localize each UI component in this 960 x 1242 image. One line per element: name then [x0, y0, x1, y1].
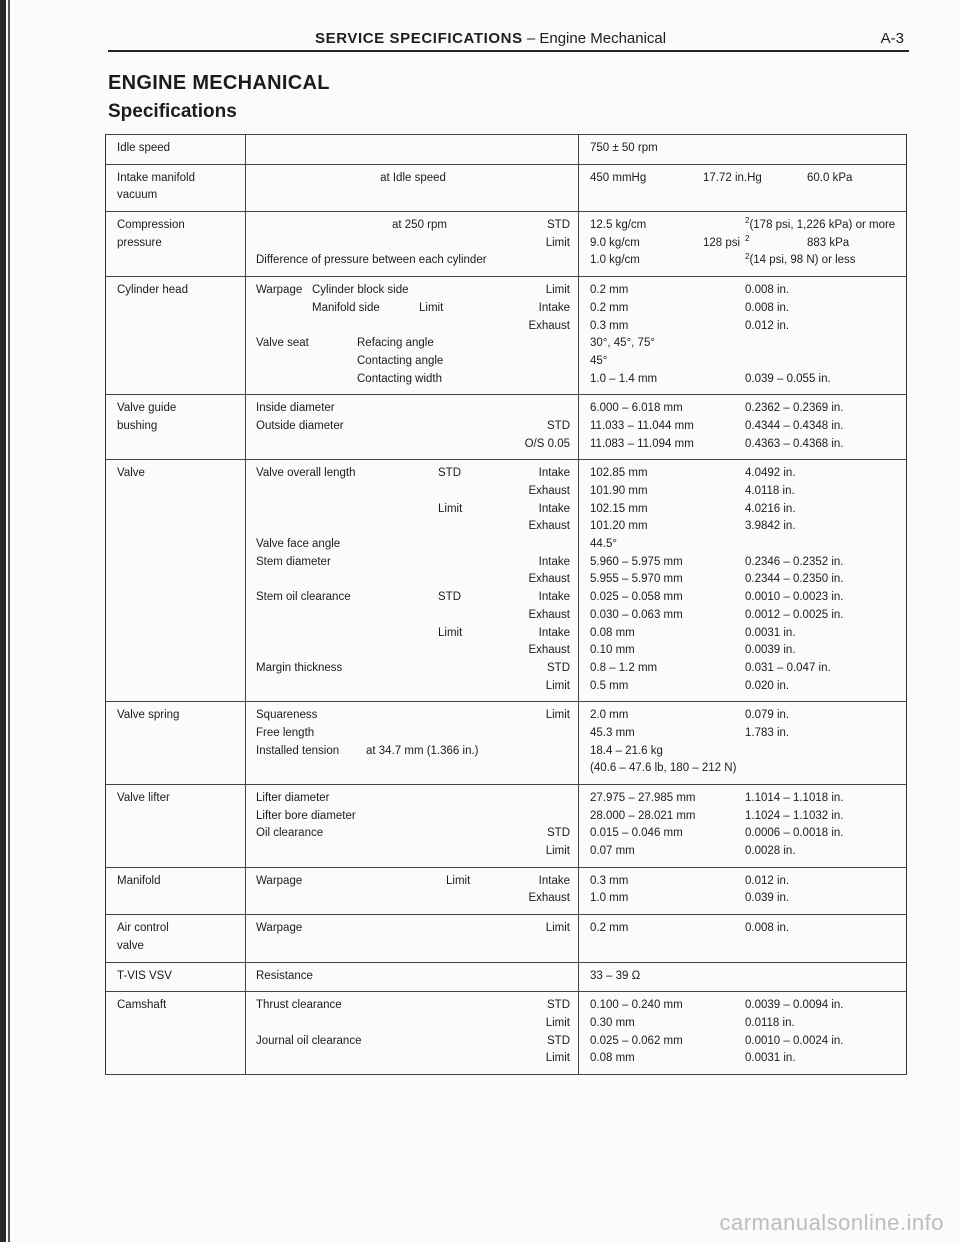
item-label: Camshaft: [117, 999, 167, 1012]
cond-free-length: Free length: [256, 726, 315, 739]
cond-contacting-angle: Contacting angle: [357, 354, 444, 367]
condition-cell: [246, 135, 579, 165]
condition-cell: [246, 164, 579, 211]
cond-inside-diameter: Inside diameter: [256, 402, 335, 415]
item-label-2: bushing: [117, 419, 158, 432]
value-mm: 0.30 mm: [590, 1016, 635, 1029]
cond-resistance: Resistance: [256, 969, 313, 982]
condition-cell: [246, 395, 579, 460]
value-in: 0.0012 – 0.0025 in.: [745, 608, 844, 621]
condition-cell: [246, 460, 579, 702]
value: 750 ± 50 rpm: [590, 142, 658, 154]
cond-outside-diameter: Outside diameter: [256, 419, 344, 432]
value-mm: 11.033 – 11.044 mm: [590, 419, 694, 432]
cond-lifter-diameter: Lifter diameter: [256, 792, 330, 804]
value-kpa: 60.0 kPa: [807, 171, 853, 184]
value-mm: 0.5 mm: [590, 679, 629, 692]
value-mm: 0.2 mm: [590, 922, 629, 935]
row-camshaft: [106, 992, 907, 1075]
cond-intake: Intake: [538, 301, 570, 314]
row-manifold: [106, 867, 907, 914]
header-title-bold: SERVICE SPECIFICATIONS: [315, 30, 523, 47]
row-valve-lifter: [106, 785, 907, 868]
value-in: 0.2362 – 0.2369 in.: [745, 402, 844, 415]
value-cell: [579, 702, 907, 785]
value-in: 0.008 in.: [745, 301, 790, 314]
cond-manifold-side: Manifold side: [312, 301, 380, 314]
cond-limit: Limit: [545, 679, 570, 692]
value-mmhg: 450 mmHg: [590, 171, 647, 184]
condition-cell: [246, 962, 579, 992]
value-in: 0.012 in.: [745, 319, 790, 332]
cond-intake: Intake: [538, 591, 570, 604]
value-mm: 101.90 mm: [590, 485, 648, 497]
value-in: 0.079 in.: [745, 709, 790, 722]
value-mm: 0.8 – 1.2 mm: [590, 661, 658, 674]
condition-std: STD: [547, 219, 570, 232]
item-label-2: vacuum: [117, 189, 158, 202]
value-limit-kpa: 883 kPa: [807, 236, 850, 249]
cond-std: STD: [438, 591, 461, 604]
value-in: 0.0039 in.: [745, 644, 796, 657]
cond-oil-clearance: Oil clearance: [256, 827, 324, 840]
section-title: ENGINE MECHANICAL: [108, 72, 330, 94]
value-in: 0.4363 – 0.4368 in.: [745, 437, 844, 450]
item-label: Compression: [117, 219, 185, 232]
value-mm: 0.10 mm: [590, 644, 635, 657]
cond-intake: Intake: [538, 467, 570, 480]
cond-intake: Intake: [538, 874, 570, 887]
value-std-kg: 12.5 kg/cm: [590, 219, 647, 232]
header-title-rest: – Engine Mechanical: [522, 30, 667, 47]
cond-bore-diameter: Lifter bore diameter: [256, 809, 356, 822]
value-diff-rest: (14 psi, 98 N) or less: [749, 254, 856, 267]
cond-limit: Limit: [438, 626, 463, 639]
item-cell: [106, 962, 246, 992]
cond-limit: Limit: [545, 1016, 570, 1029]
item-label: Cylinder head: [117, 284, 188, 297]
row-idle-speed: [106, 135, 907, 165]
value-in: 1.783 in.: [745, 726, 790, 739]
value-mm: 2.0 mm: [590, 709, 629, 722]
cond-limit: Limit: [545, 922, 570, 935]
value-in: 4.0118 in.: [745, 485, 795, 497]
cond-intake: Intake: [538, 502, 570, 515]
row-valve: [106, 460, 907, 702]
cond-installed-length: at 34.7 mm (1.366 in.): [366, 744, 479, 757]
cond-squareness: Squareness: [256, 709, 318, 722]
condition: at Idle speed: [380, 171, 446, 184]
value-limit-psi: 128 psi: [703, 236, 741, 249]
item-label: T-VIS VSV: [117, 969, 172, 982]
value-mm: 5.960 – 5.975 mm: [590, 555, 683, 568]
item-label: Air control: [117, 922, 169, 935]
value-mm: 0.025 – 0.062 mm: [590, 1034, 683, 1047]
item-cell: [106, 992, 246, 1075]
cond-exhaust: Exhaust: [528, 573, 570, 586]
item-cell: [106, 460, 246, 702]
item-cell: [106, 164, 246, 211]
cond-intake: Intake: [538, 626, 570, 639]
row-compression-pressure: [106, 212, 907, 277]
cond-journal-oil-clearance: Journal oil clearance: [256, 1034, 362, 1047]
condition-cell: [246, 212, 579, 277]
condition-cell: [246, 277, 579, 395]
value-in: 1.1024 – 1.1032 in.: [745, 809, 844, 822]
item-cell: [106, 212, 246, 277]
item-label: Valve lifter: [117, 792, 170, 804]
cond-face-angle: Valve face angle: [256, 538, 341, 551]
item-label-2: pressure: [117, 236, 162, 249]
cond-std: STD: [438, 467, 461, 480]
value-in: 0.008 in.: [745, 284, 790, 297]
condition-cell: [246, 785, 579, 868]
cond-intake: Intake: [538, 555, 570, 568]
cond-oversize: O/S 0.05: [524, 437, 570, 450]
value-mm: 102.85 mm: [590, 467, 648, 480]
value-cell: [579, 395, 907, 460]
cond-std: STD: [547, 999, 570, 1012]
value-in: 0.031 – 0.047 in.: [745, 661, 831, 674]
value-in: 0.0010 – 0.0024 in.: [745, 1034, 844, 1047]
cond-std: STD: [547, 827, 570, 840]
condition-rpm: at 250 rpm: [392, 219, 447, 232]
cond-block-side: Cylinder block side: [312, 284, 409, 297]
item-label: Intake manifold: [117, 171, 195, 184]
row-valve-spring: [106, 702, 907, 785]
value-refacing-angles: 30°, 45°, 75°: [590, 337, 655, 350]
value-mm: 0.015 – 0.046 mm: [590, 827, 683, 840]
value-in: 1.1014 – 1.1018 in.: [745, 792, 844, 804]
value-diff-kg: 1.0 kg/cm: [590, 254, 640, 267]
item-label: Manifold: [117, 874, 161, 887]
item-cell: [106, 277, 246, 395]
value-cell: [579, 915, 907, 962]
item-label: Valve guide: [117, 402, 177, 415]
value-in: 0.008 in.: [745, 922, 790, 935]
value-limit-kg: 9.0 kg/cm: [590, 236, 640, 249]
cond-exhaust: Exhaust: [528, 520, 570, 533]
value-contacting-angle: 45°: [590, 354, 608, 367]
value-mm: 0.3 mm: [590, 874, 629, 887]
value-cell: [579, 164, 907, 211]
cond-limit: Limit: [419, 301, 444, 314]
value-in: 0.039 in.: [745, 892, 790, 905]
page-number: A-3: [880, 30, 904, 47]
value-mm: 0.3 mm: [590, 319, 629, 332]
value-mm: 11.083 – 11.094 mm: [590, 437, 694, 450]
binding-edge-line: [8, 0, 10, 1242]
row-valve-guide-bushing: [106, 395, 907, 460]
value-mm: 0.030 – 0.063 mm: [590, 608, 683, 621]
item-label: Valve: [117, 467, 145, 480]
cond-std: STD: [547, 661, 570, 674]
row-intake-manifold-vacuum: [106, 164, 907, 211]
value-in: 4.0492 in.: [745, 467, 796, 480]
value-in: 0.0010 – 0.0023 in.: [745, 591, 844, 604]
value-ohm: 33 – 39 Ω: [590, 969, 641, 982]
value-in: 4.0216 in.: [745, 502, 796, 515]
value-mm: 0.2 mm: [590, 301, 629, 314]
value-in: 0.0028 in.: [745, 845, 796, 858]
cond-exhaust: Exhaust: [528, 608, 570, 621]
specifications-table: [105, 134, 907, 1075]
value-mm: 27.975 – 27.985 mm: [590, 792, 696, 804]
item-cell: [106, 702, 246, 785]
value-mm: 101.20 mm: [590, 520, 648, 533]
value-in: 3.9842 in.: [745, 520, 796, 533]
cond-contacting-width: Contacting width: [357, 372, 443, 385]
item-label: Valve spring: [117, 709, 180, 722]
header-rule: [108, 50, 909, 52]
value-mm: 0.07 mm: [590, 845, 635, 858]
value-mm: 28.000 – 28.021 mm: [590, 809, 696, 822]
cond-limit: Limit: [438, 502, 463, 515]
value-face-angle: 44.5°: [590, 538, 617, 551]
value-std-rest: (178 psi, 1,226 kPa) or more: [749, 219, 896, 232]
item-cell: [106, 135, 246, 165]
value-tension-lb-n: (40.6 – 47.6 lb, 180 – 212 N): [590, 762, 737, 775]
cond-thrust-clearance: Thrust clearance: [256, 999, 342, 1012]
value-cell: 12.5 kg/cm 2(178 psi, 1,226 kPa) or more 9.0 kg/cm 2 128 psi 883 kPa 1.0 kg/cm 2(14 psi, 98 N) or less: [579, 212, 907, 277]
row-cylinder-head: [106, 277, 907, 395]
condition-limit: Limit: [545, 236, 570, 249]
cond-std: STD: [547, 1034, 570, 1047]
value-mm: 0.08 mm: [590, 1052, 635, 1065]
item-cell: [106, 395, 246, 460]
value-cell: [579, 135, 907, 165]
value-cell: [579, 992, 907, 1075]
value-cell: [579, 785, 907, 868]
cond-limit: Limit: [446, 874, 471, 887]
value-in: 0.0006 – 0.0018 in.: [745, 827, 844, 840]
value-in: 0.4344 – 0.4348 in.: [745, 419, 844, 432]
value-mm: 102.15 mm: [590, 502, 648, 515]
item-label-2: valve: [117, 939, 144, 952]
cond-exhaust: Exhaust: [528, 644, 570, 657]
value-inhg: 17.72 in.Hg: [703, 171, 762, 184]
value-cell: [579, 460, 907, 702]
cond-warpage: Warpage: [256, 874, 303, 887]
condition-cell: [246, 915, 579, 962]
cond-limit: Limit: [545, 845, 570, 858]
row-tvis-vsv: [106, 962, 907, 992]
value-mm: 1.0 – 1.4 mm: [590, 372, 658, 385]
value-in: 0.0118 in.: [745, 1016, 795, 1029]
cond-exhaust: Exhaust: [528, 319, 570, 332]
condition-cell: [246, 702, 579, 785]
value-in: 0.0031 in.: [745, 1052, 796, 1065]
cond-overall-length: Valve overall length: [256, 467, 356, 480]
value-mm: 6.000 – 6.018 mm: [590, 402, 683, 415]
value-in: 0.0031 in.: [745, 626, 796, 639]
value-mm: 5.955 – 5.970 mm: [590, 573, 683, 586]
cond-valve-seat: Valve seat: [256, 337, 309, 350]
value-mm: 0.2 mm: [590, 284, 629, 297]
binding-edge: [0, 0, 6, 1242]
value-mm: 0.08 mm: [590, 626, 635, 639]
item-cell: [106, 915, 246, 962]
condition-cell: [246, 867, 579, 914]
value-in: 0.012 in.: [745, 874, 790, 887]
value-cell: [579, 962, 907, 992]
cond-stem-oil-clearance: Stem oil clearance: [256, 591, 351, 604]
page-header: [110, 30, 908, 52]
value-mm: 45.3 mm: [590, 726, 635, 739]
cond-warpage: Warpage: [256, 284, 303, 297]
value-mm: 1.0 mm: [590, 892, 629, 905]
cond-limit: Limit: [545, 1052, 570, 1065]
value-in: 0.2344 – 0.2350 in.: [745, 573, 844, 586]
watermark: carmanualsonline.info: [719, 1210, 944, 1235]
cond-limit: Limit: [545, 709, 570, 722]
cond-margin-thickness: Margin thickness: [256, 661, 343, 674]
value-tension-kg: 18.4 – 21.6 kg: [590, 744, 663, 757]
value-mm: 0.100 – 0.240 mm: [590, 999, 683, 1012]
cond-refacing-angle: Refacing angle: [357, 337, 434, 350]
row-air-control-valve: [106, 915, 907, 962]
value-in: 0.0039 – 0.0094 in.: [745, 999, 844, 1012]
cond-exhaust: Exhaust: [528, 892, 570, 905]
cond-installed-tension: Installed tension: [256, 744, 340, 757]
condition-cell: [246, 992, 579, 1075]
value-cell: [579, 277, 907, 395]
value-in: 0.039 – 0.055 in.: [745, 372, 831, 385]
header-title: [315, 30, 666, 47]
value-in: 0.2346 – 0.2352 in.: [745, 555, 844, 568]
cond-std: STD: [547, 419, 570, 432]
item-label: Idle speed: [117, 142, 171, 154]
value-mm: 0.025 – 0.058 mm: [590, 591, 683, 604]
cond-stem-diameter: Stem diameter: [256, 555, 331, 568]
cond-limit: Limit: [545, 284, 570, 297]
value-in: 0.020 in.: [745, 679, 790, 692]
item-cell: [106, 785, 246, 868]
item-cell: [106, 867, 246, 914]
subsection-title: Specifications: [108, 101, 237, 122]
cond-exhaust: Exhaust: [528, 485, 570, 497]
condition-difference: Difference of pressure between each cylinder: [256, 254, 487, 267]
value-cell: [579, 867, 907, 914]
cond-warpage: Warpage: [256, 922, 303, 935]
